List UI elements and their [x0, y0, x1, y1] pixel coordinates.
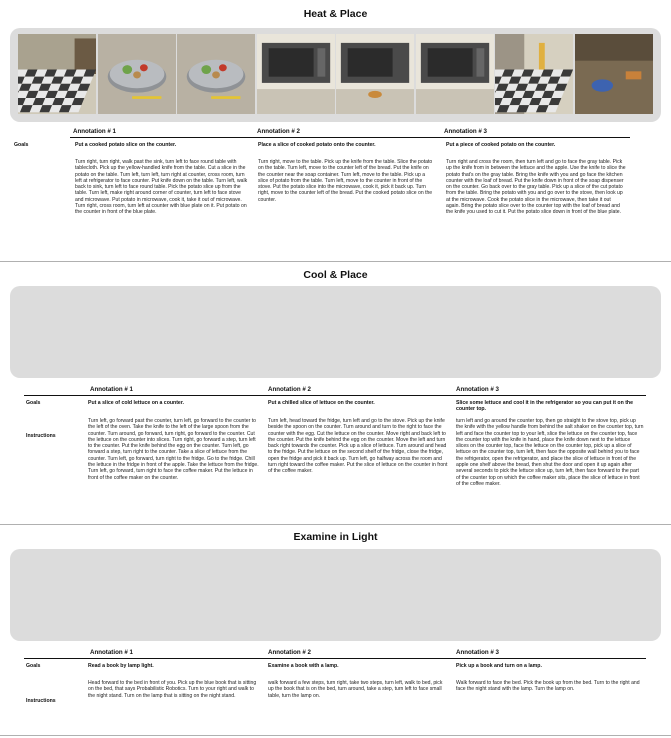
instructions-text-3: turn left and go around the counter top, then go straight to the stove top, pick up the knife with the yellow handle from behind the salt shaker on the counter top, turn left and face the counter top to your left, slice the lettuce on the counter top, face the counter top with the knife in hand, place the knife down next to the lettuce slices on the counter top, face the lettuce on the counter top, pick up a slice of lettuce on the counter top, turn left, then face the opposite wall behind you to face the refrigerator, open the refrigerator, and place the slice of lettuce in front of the apple one shelf above the bread, then shut the door and open it up again after several seconds to pick the lettuce slice up, turn left, then face forward to the part of the counter top on which the coffee maker sits, place the slice of lettuce in front of the coffee maker.	[456, 418, 644, 487]
goal-text-3: Put a piece of cooked potato on the counter.	[446, 142, 556, 148]
instructions-text-1: Turn right, turn right, walk past the sink, turn left to face round table with tablecloth. Pick up the yellow-handled knife from the table. Cut a slice in the potato on the table. Turn left, turn left, turn right at counter, cross room, turn left at refrigerator to face counter. Put knife down on the table. Turn left, walk back to sink, turn left to face round table. Pick the potato slice up from the table. Turn left, make right around corner of counter, turn left to face stove and microwave. Put potato in microwave, cook it, take it out of microwave. Turn right, cross room, turn left at counter with blue plate on it. Put potato on the counter in front of the blue plate.	[75, 159, 248, 216]
goal-text-2: Examine a book with a lamp.	[268, 663, 339, 669]
scene-frame	[98, 34, 176, 114]
annotation-header-2: Annotation # 2	[268, 386, 311, 393]
goal-text-2: Put a chilled slice of lettuce on the counter.	[268, 400, 375, 406]
scene-frame	[336, 34, 414, 114]
header-rule	[70, 137, 630, 138]
section-divider	[0, 735, 671, 736]
annotation-header-1: Annotation # 1	[90, 649, 133, 656]
annotation-header-2: Annotation # 2	[257, 128, 300, 135]
annotation-header-3: Annotation # 3	[456, 386, 499, 393]
image-strip	[10, 286, 661, 378]
scene-frame	[177, 34, 255, 114]
instructions-text-2: walk forward a few steps, turn right, take two steps, turn left, walk to bed, pick up the book that is on the bed, turn around, take a step, turn left to face small table, turn the lamp on.	[268, 680, 443, 699]
goal-text-1: Read a book by lamp light.	[88, 663, 154, 669]
section-title: Cool & Place	[303, 269, 368, 281]
scene-frame	[257, 34, 335, 114]
section-title: Examine in Light	[293, 531, 378, 543]
annotation-header-3: Annotation # 3	[456, 649, 499, 656]
header-rule	[24, 395, 646, 396]
annotation-header-2: Annotation # 2	[268, 649, 311, 656]
instructions-text-1: Head forward to the bed in front of you. Pick up the blue book that is sitting on the bed, that says Probabilistic Robotics. Turn to your right and walk to the night stand. Turn on the lamp that is sitting on the night stand.	[88, 680, 257, 699]
section-examine-light	[0, 525, 671, 738]
annotation-header-1: Annotation # 1	[73, 128, 116, 135]
image-strip	[10, 549, 661, 641]
annotation-header-1: Annotation # 1	[90, 386, 133, 393]
section-cool-place	[0, 262, 671, 494]
goal-text-2: Place a slice of cooked potato onto the counter.	[258, 142, 376, 148]
scene-frame	[495, 34, 573, 114]
goals-label: Goals	[26, 400, 41, 406]
scene-frame	[416, 34, 494, 114]
annotation-header-3: Annotation # 3	[444, 128, 487, 135]
goals-label: Goals	[26, 663, 41, 669]
instructions-text-1: Turn left, go forward past the counter, turn left, go forward to the counter to the left of the oven. Take the knife to the left of the large spoon from the counter. Turn around, go forward, turn right, go forward to the counter. Cut the lettuce on the counter into slices. Turn right, go forward a step, turn left to the counter. Put the knife behind the egg on the counter. Turn left, go forward a step, turn right to the counter. Take a slice of lettuce from the counter. Turn left, go forward, turn right to the fridge. Go to the fridge. Chill the lettuce in the fridge in front of the apple. Take the lettuce from the fridge. Turn left, go forward, turn right to face the coffee maker. Put the lettuce in front of the coffee maker on the counter.	[88, 418, 259, 481]
scene-frame	[575, 34, 653, 114]
scene-frame	[18, 34, 96, 114]
goals-label: Goals	[14, 142, 29, 148]
instructions-label: Instructions	[26, 433, 56, 439]
instructions-label: Instructions	[26, 698, 56, 704]
section-heat-place	[0, 0, 671, 258]
goal-text-1: Put a cooked potato slice on the counter.	[75, 142, 177, 148]
instructions-text-3: Walk forward to face the bed. Pick the book up from the bed. Turn to the right and face the night stand with the lamp. Turn the lamp on.	[456, 680, 640, 693]
goal-text-3: Slice some lettuce and cool it in the refrigerator so you can put it on the counter top.	[456, 400, 633, 413]
section-title: Heat & Place	[303, 8, 368, 20]
goal-text-3: Pick up a book and turn on a lamp.	[456, 663, 542, 669]
goal-text-1: Put a slice of cold lettuce on a counter.	[88, 400, 184, 406]
instructions-text-3: Turn right and cross the room, then turn left and go to face the gray table. Pick up the knife from in between the lettuce and the apple. Use the knife to slice the potato that's on the gray table. Bring the knife with you and go face the kitchen counter with the loaf of bread. Put the knife down in front of the soap dispenser on the counter. Go back over to the gray table. Pick up a slice of the cut potato from the table. Bring the potato with you and go over to the stove, then look up at the microwave. Cook the potato slice in the microwave, then take it out again. Bring the potato slice over to the counter top with the loaf of bread and the knife you used to cut it. Put the potato slice down in front of the blue plate.	[446, 159, 626, 216]
header-rule	[24, 658, 646, 659]
instructions-text-2: Turn left, head toward the fridge, turn left and go to the stove. Pick up the knife beside the spoon on the counter. Turn around and turn to the right to face the counter with the egg. Cut the lettuce on the counter. Move right and back left to the counter. Put the knife behind the egg on the counter. Move the left and turn back right towards the counter. Pick up a slice of lettuce. Turn around and head to the fridge. Put the lettuce on the second shelf of the fridge, close the fridge, open the fridge and pick it back up. Turn left, go halfway across the room and turn right toward the coffee maker. Put the slice of lettuce on the counter in front of the coffee maker.	[268, 418, 448, 475]
instructions-text-2: Turn right, move to the table. Pick up the knife from the table. Slice the potato on the table. Turn left, move to the counter left of the bread. Put the knife on the counter near the soap container. Turn left, move to the table. Pick up a slice of potato from the table. Turn left, move to the counter in front of the stove. Put the potato slice into the microwave, cook it, pick it back up. Turn right, move to the counter left of the bread. Put the cooked potato slice on the counter.	[258, 159, 433, 203]
